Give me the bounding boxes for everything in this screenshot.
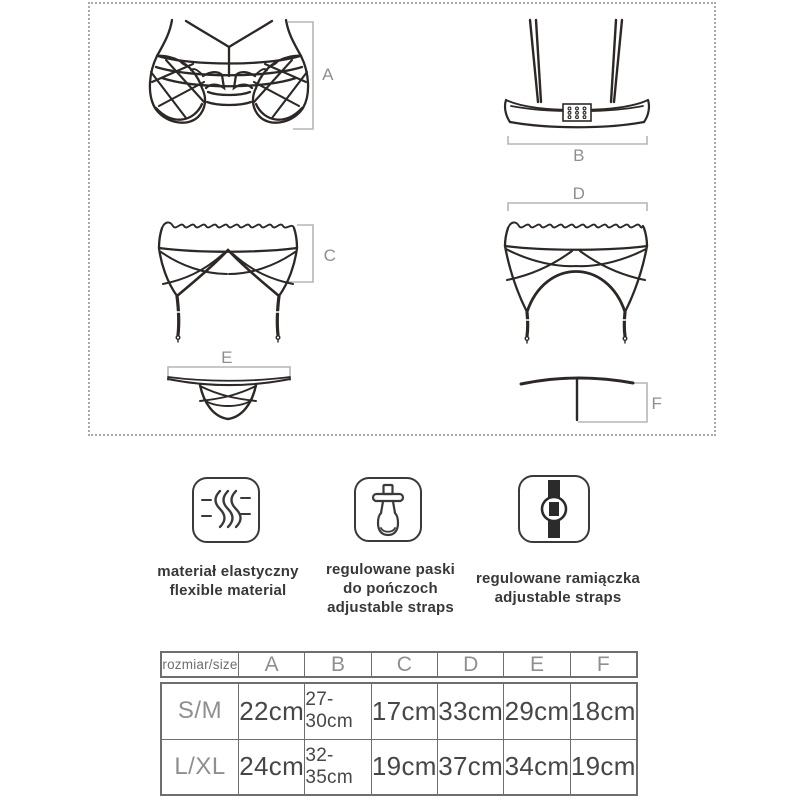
cell-value: 19cm: [371, 751, 437, 782]
size-table-header: [160, 651, 638, 678]
caption-line: do pończoch: [343, 580, 438, 597]
suspender-belt-back-drawing: [503, 216, 649, 344]
elastic-material-icon: [196, 481, 256, 539]
cell-value: 24cm: [239, 751, 305, 782]
value-cell-b: [304, 684, 370, 739]
cell-value: 22cm: [239, 695, 305, 726]
dimension-label-b: B: [573, 146, 585, 165]
elastic-material-caption: [148, 562, 308, 600]
cell-value: 18cm: [570, 695, 636, 726]
value-cell-a: [238, 684, 304, 739]
cell-value: 33cm: [438, 695, 504, 726]
column-header-d: [437, 653, 503, 676]
column-header-label: D: [463, 652, 479, 676]
value-cell-e: [503, 684, 569, 739]
column-header-a: [238, 653, 304, 676]
value-cell-f: [570, 740, 636, 795]
cell-value: 27-30cm: [305, 689, 353, 733]
caption-line: adjustable straps: [327, 599, 454, 616]
value-cell-d: [437, 740, 503, 795]
value-cell-a: [238, 740, 304, 795]
bra-front-drawing: [146, 16, 312, 138]
column-header-label: F: [596, 652, 610, 676]
caption-line: materiał elastyczny: [157, 563, 299, 580]
cell-value: 29cm: [504, 695, 570, 726]
column-header-label: C: [396, 652, 412, 676]
cell-value: 17cm: [371, 695, 437, 726]
cell-value: 19cm: [570, 751, 636, 782]
suspender-belt-front-drawing: [157, 216, 299, 344]
size-table-corner-cell: [162, 653, 238, 676]
dimension-label-d: D: [572, 184, 586, 203]
value-cell-b: [304, 740, 370, 795]
cell-value: 37cm: [438, 751, 504, 782]
dimension-label-f: F: [651, 394, 663, 413]
value-cell-c: [371, 740, 437, 795]
value-cell-d: [437, 684, 503, 739]
column-header-b: [304, 653, 370, 676]
caption-line: regulowane paski: [325, 561, 456, 578]
dimension-label-e: E: [221, 348, 233, 367]
size-label: L/XL: [174, 752, 226, 780]
table-row-lxl: [162, 739, 636, 795]
cell-value: 34cm: [504, 751, 570, 782]
garter-clip-tile: [354, 477, 422, 542]
column-header-f: [570, 653, 636, 676]
caption-line: regulowane ramiączka: [475, 570, 641, 587]
garter-clip-icon: [358, 481, 418, 538]
column-header-e: [503, 653, 569, 676]
size-cell: [162, 684, 238, 739]
value-cell-f: [570, 684, 636, 739]
panties-front-drawing: [166, 368, 292, 424]
column-header-label: E: [529, 652, 544, 676]
dimension-label-a: A: [322, 65, 334, 84]
value-cell-e: [503, 740, 569, 795]
value-cell-c: [371, 684, 437, 739]
size-table-body: [160, 682, 638, 796]
column-header-c: [371, 653, 437, 676]
size-label: S/M: [177, 697, 223, 725]
caption-line: adjustable straps: [494, 589, 622, 606]
garter-straps-caption: [318, 560, 463, 617]
panties-back-drawing: [519, 372, 635, 424]
cell-value: 32-35cm: [305, 744, 353, 788]
adjustable-straps-caption: [468, 569, 648, 607]
column-header-label: A: [264, 652, 279, 676]
adjustable-strap-tile: [518, 475, 590, 543]
dimension-label-c: C: [323, 246, 337, 265]
table-row-sm: [162, 684, 636, 739]
elastic-material-tile: [192, 477, 260, 543]
size-table-corner-label: rozmiar/size: [162, 657, 238, 672]
bra-back-band-drawing: [503, 16, 651, 134]
size-cell: [162, 740, 238, 795]
caption-line: flexible material: [169, 582, 287, 599]
column-header-label: B: [330, 652, 345, 676]
adjustable-strap-icon: [522, 479, 586, 539]
